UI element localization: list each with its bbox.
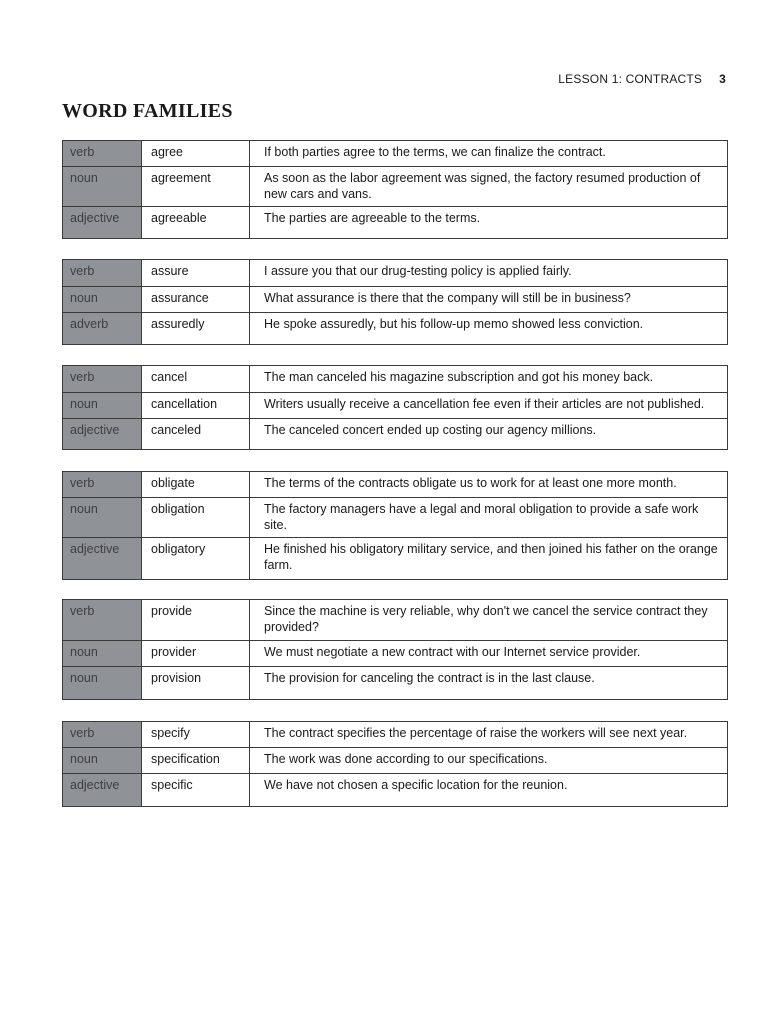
table-row (63, 640, 727, 666)
part-of-speech-cell: noun (63, 167, 141, 206)
example-sentence-cell: The canceled concert ended up costing our agency millions. (249, 419, 727, 449)
example-sentence-cell: We have not chosen a specific location for the reunion. (249, 774, 727, 806)
example-sentence-cell: We must negotiate a new contract with our Internet service provider. (249, 641, 727, 666)
word-cell: assure (141, 260, 249, 286)
example-sentence-cell: The terms of the contracts obligate us to work for at least one more month. (249, 472, 727, 497)
part-of-speech-cell: adjective (63, 419, 141, 449)
part-of-speech-cell: noun (63, 641, 141, 666)
word-cell: obligation (141, 498, 249, 537)
part-of-speech-cell: verb (63, 141, 141, 166)
table-row (63, 312, 727, 344)
word-cell: specification (141, 748, 249, 773)
part-of-speech-cell: verb (63, 472, 141, 497)
word-family-table-cancel (62, 365, 728, 450)
page-title: WORD FAMILIES (62, 100, 233, 122)
table-row (63, 141, 727, 166)
table-row (63, 722, 727, 747)
part-of-speech-cell: adjective (63, 207, 141, 238)
word-family-table-assure (62, 259, 728, 345)
example-sentence-cell: The provision for canceling the contract is in the last clause. (249, 667, 727, 699)
word-cell: specific (141, 774, 249, 806)
table-row (63, 600, 727, 640)
part-of-speech-cell: noun (63, 498, 141, 537)
table-row (63, 286, 727, 312)
table-row (63, 206, 727, 238)
part-of-speech-cell: noun (63, 667, 141, 699)
example-sentence-cell: The parties are agreeable to the terms. (249, 207, 727, 238)
example-sentence-cell: He finished his obligatory military service, and then joined his father on the orange farm. (249, 538, 727, 579)
table-row (63, 497, 727, 537)
table-row (63, 260, 727, 286)
example-sentence-cell: What assurance is there that the company will still be in business? (249, 287, 727, 312)
example-sentence-cell: The factory managers have a legal and moral obligation to provide a safe work site. (249, 498, 727, 537)
table-row (63, 166, 727, 206)
table-row (63, 537, 727, 579)
table-row (63, 747, 727, 773)
word-cell: agree (141, 141, 249, 166)
part-of-speech-cell: adverb (63, 313, 141, 344)
word-cell: assurance (141, 287, 249, 312)
word-cell: cancel (141, 366, 249, 392)
example-sentence-cell: If both parties agree to the terms, we can finalize the contract. (249, 141, 727, 166)
part-of-speech-cell: noun (63, 748, 141, 773)
word-cell: specify (141, 722, 249, 747)
table-row (63, 366, 727, 392)
table-row (63, 773, 727, 806)
example-sentence-cell: The contract specifies the percentage of raise the workers will see next year. (249, 722, 727, 747)
running-header (558, 72, 726, 86)
table-row (63, 666, 727, 699)
example-sentence-cell: Since the machine is very reliable, why don't we cancel the service contract they provided? (249, 600, 727, 640)
word-family-table-provide (62, 599, 728, 700)
word-cell: cancellation (141, 393, 249, 418)
part-of-speech-cell: verb (63, 600, 141, 640)
word-cell: obligatory (141, 538, 249, 579)
word-cell: canceled (141, 419, 249, 449)
word-cell: assuredly (141, 313, 249, 344)
word-cell: provider (141, 641, 249, 666)
part-of-speech-cell: verb (63, 260, 141, 286)
example-sentence-cell: The work was done according to our specifications. (249, 748, 727, 773)
part-of-speech-cell: verb (63, 366, 141, 392)
word-cell: provide (141, 600, 249, 640)
word-cell: agreeable (141, 207, 249, 238)
word-family-table-specify (62, 721, 728, 807)
table-row (63, 472, 727, 497)
word-cell: agreement (141, 167, 249, 206)
table-row (63, 392, 727, 418)
example-sentence-cell: Writers usually receive a cancellation fee even if their articles are not published. (249, 393, 727, 418)
word-cell: obligate (141, 472, 249, 497)
part-of-speech-cell: adjective (63, 774, 141, 806)
example-sentence-cell: He spoke assuredly, but his follow-up memo showed less conviction. (249, 313, 727, 344)
part-of-speech-cell: verb (63, 722, 141, 747)
word-family-table-agree (62, 140, 728, 239)
example-sentence-cell: I assure you that our drug-testing policy is applied fairly. (249, 260, 727, 286)
example-sentence-cell: As soon as the labor agreement was signed, the factory resumed production of new cars and vans. (249, 167, 727, 206)
table-row (63, 418, 727, 449)
part-of-speech-cell: noun (63, 393, 141, 418)
example-sentence-cell: The man canceled his magazine subscription and got his money back. (249, 366, 727, 392)
running-title: LESSON 1: CONTRACTS (558, 72, 703, 86)
word-family-table-obligate (62, 471, 728, 580)
part-of-speech-cell: noun (63, 287, 141, 312)
page-number: 3 (719, 72, 726, 86)
part-of-speech-cell: adjective (63, 538, 141, 579)
word-cell: provision (141, 667, 249, 699)
